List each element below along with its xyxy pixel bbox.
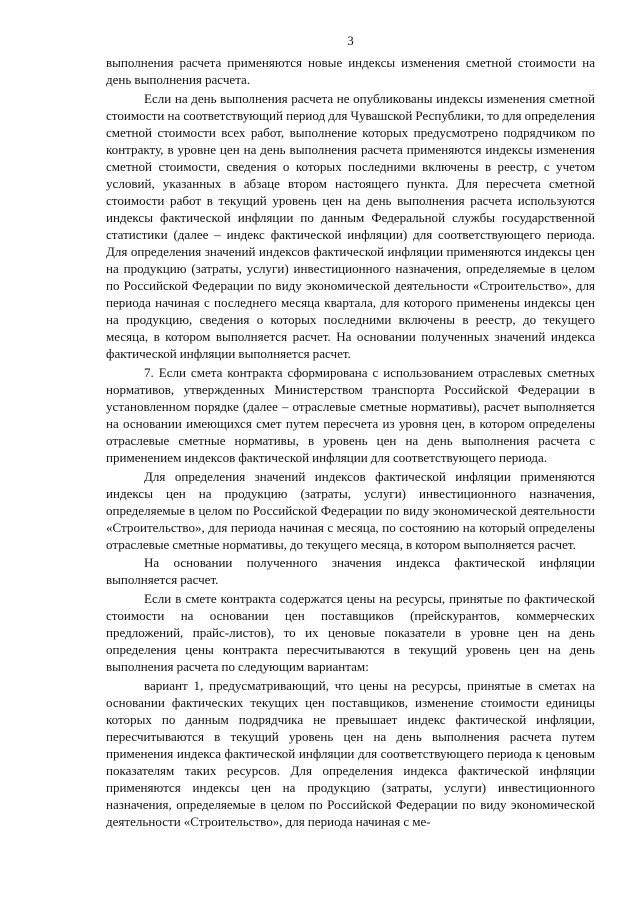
paragraph: 7. Если смета контракта сформирована с использованием отраслевых сметных нормативов, утвержденных Министерством транспорта Российской Федерации в установленном порядке (далее – отраслевые сметные нормативы), расчет выполняется на основании имеющихся смет путем пересчета из уровня цен, в котором определены отраслевые сметные нормативы, в уровень цен на день выполнения расчета с применением индексов фактической инфляции для соответствующего периода. xyxy=(106,364,595,466)
paragraph: Для определения значений индексов фактической инфляции применяются индексы цен на продукцию (затраты, услуги) инвестиционного назначения, определяемые в целом по Российской Федерации по виду экономической деятельности «Строительство», для периода начиная с месяца, по состоянию на который определены отраслевые сметные нормативы, до текущего месяца, в котором выполняется расчет. xyxy=(106,468,595,552)
page-number: 3 xyxy=(347,33,354,48)
paragraph: выполнения расчета применяются новые индексы изменения сметной стоимости на день выполнения расчета. xyxy=(106,55,595,88)
document-page xyxy=(106,32,595,830)
paragraph: На основании полученного значения индекса фактической инфляции выполняется расчет. xyxy=(106,555,595,588)
paragraph: Если на день выполнения расчета не опубликованы индексы изменения сметной стоимости на соответствующий период для Чувашской Республики, то для определения сметной стоимости всех работ, выполнение которых предусмотрено подрядчиком по контракту, в уровне цен на день выполнения расчета применяются индексы изменения сметной стоимости, сведения о которых последними включены в реестр, с учетом условий, указанных в абзаце втором настоящего пункта. Для пересчета сметной стоимости работ в текущий уровень цен на день выполнения расчета используются индексы фактической инфляции по данным Федеральной службы государственной статистики (далее – индекс фактической инфляции) для соответствующего периода. Для определения значений индексов фактической инфляции применяются индексы цен на продукцию (затраты, услуги) инвестиционного назначения, определяемые в целом по Российской Федерации по виду экономической деятельности «Строительство», для периода начиная с последнего месяца квартала, для которого применены индексы цен на продукцию, сведения о которых последними включены в реестр, до текущего месяца, в котором выполняется расчет. На основании полученных значений индекса фактической инфляции выполняется расчет. xyxy=(106,90,595,362)
paragraph: Если в смете контракта содержатся цены на ресурсы, принятые по фактической стоимости на основании цен поставщиков (прейскурантов, коммерческих предложений, прайс-листов), то их ценовые показатели в уровне цен на день определения цены контракта пересчитываются в текущий уровень цен на день выполнения расчета по следующим вариантам: xyxy=(106,590,595,675)
paragraph: вариант 1, предусматривающий, что цены на ресурсы, принятые в сметах на основании фактических текущих цен поставщиков, изменение стоимости единицы которых по данным подрядчика не превышает индекс фактической инфляции, пересчитываются в текущий уровень цен на день выполнения расчета путем применения индекса фактической инфляции для соответствующего периода к ценовым показателям таких ресурсов. Для определения индекса фактической инфляции применяются индексы цен на продукцию (затраты, услуги) инвестиционного назначения, определяемые в целом по Российской Федерации по виду экономической деятельности «Строительство», для периода начиная с ме- xyxy=(106,677,595,830)
